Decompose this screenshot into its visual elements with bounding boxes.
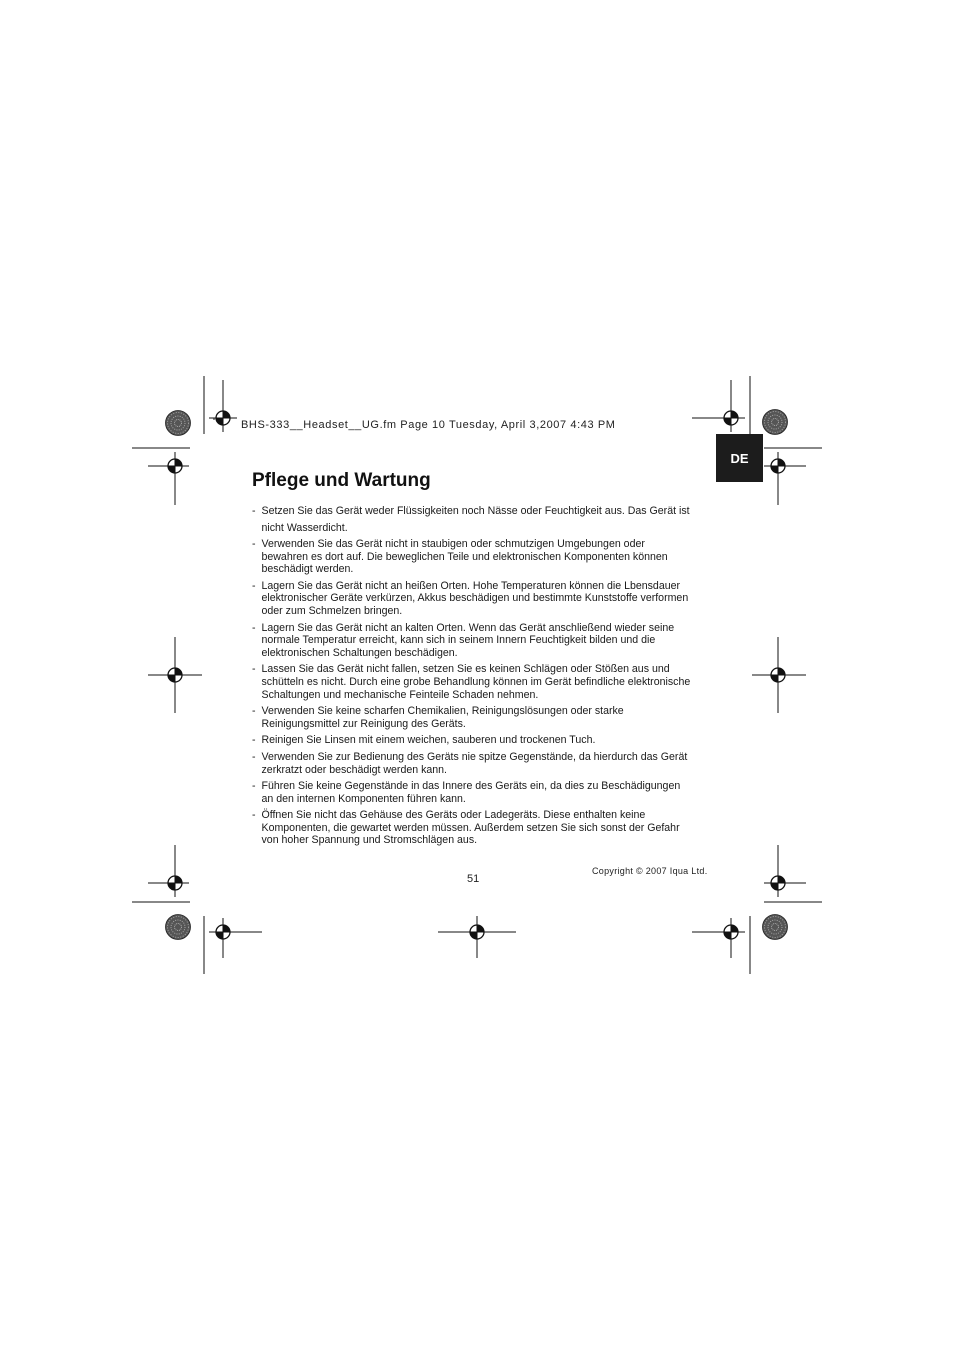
registration-target-right-lower (764, 845, 806, 897)
registration-target-left-upper (148, 452, 189, 505)
list-item: - Verwenden Sie zur Bedienung des Geräts nie spitze Gegenstände, da hierdurch das Gerät zerkratzt oder beschädigt werden kann. (252, 750, 688, 776)
list-item: - Führen Sie keine Gegenstände in das Innere des Geräts ein, da dies zu Beschädigungen an den internen Komponenten führen kann. (252, 780, 681, 805)
registration-target-left-lower (148, 845, 189, 897)
star-dot-top-right (763, 410, 788, 435)
list-item: - Reinigen Sie Linsen mit einem weichen, sauberen und trockenen Tuch. (252, 734, 596, 747)
registration-target-left-middle (148, 637, 202, 713)
list-item: - Verwenden Sie das Gerät nicht in staubigen oder schmutzigen Umgebungen oder bewahren es dort auf. Die beweglichen Teile und elektronischen Komponenten können beschädigt werden. (252, 538, 668, 576)
list-item: - Setzen Sie das Gerät weder Flüssigkeiten noch Nässe oder Feuchtigkeit aus. Das Gerät ist nicht Wasserdicht. (252, 505, 690, 534)
file-info-header: BHS-333__Headset__UG.fm Page 10 Tuesday, April 3,2007 4:43 PM (241, 419, 616, 431)
page-title: Pflege und Wartung (252, 470, 431, 491)
registration-target-bottom-center (438, 916, 516, 958)
list-item: - Verwenden Sie keine scharfen Chemikalien, Reinigungslösungen oder starke Reinigungsmittel zur Reinigung des Geräts. (252, 705, 624, 730)
registration-target-top-right (692, 380, 745, 432)
star-dot-bottom-right (763, 915, 788, 940)
language-tab: DE (716, 434, 763, 482)
list-item: - Öffnen Sie nicht das Gehäuse des Geräts oder Ladegeräts. Diese enthalten keine Komponenten, die gewartet werden müssen. Außerdem setzen Sie sich sonst der Gefahr von hoher Spannung und Stromschlägen aus. (252, 809, 680, 847)
page-number: 51 (467, 873, 480, 885)
list-item: - Lagern Sie das Gerät nicht an heißen Orten. Hohe Temperaturen können die Lbensdauer elektronischer Geräte verkürzen, Akkus beschädigen und bestimmte Kunststoffe verformen oder zum Schmelzen bringen. (252, 579, 689, 617)
list-item: - Lassen Sie das Gerät nicht fallen, setzen Sie es keinen Schlägen oder Stößen aus und schütteln es nicht. Durch eine grobe Behandlung können im Gerät befindliche elektronische Schaltungen und mechanische Feinteile Schaden nehmen. (252, 663, 691, 701)
copyright-notice: Copyright © 2007 Iqua Ltd. (592, 866, 708, 876)
registration-target-bottom-right (692, 918, 745, 958)
registration-target-top-left (209, 380, 237, 432)
registration-target-bottom-left (209, 918, 262, 958)
registration-target-right-upper (764, 452, 806, 505)
registration-target-right-middle (752, 637, 806, 713)
star-dot-top-left (166, 411, 191, 436)
star-dot-bottom-left (166, 915, 191, 940)
care-instructions-list (252, 503, 722, 851)
list-item: - Lagern Sie das Gerät nicht an kalten Orten. Wenn das Gerät anschließend wieder seine normale Temperatur erreicht, kann sich in seinem Innern Feuchtigkeit bilden und die elektronischen Schaltungen beschädigen. (252, 621, 675, 659)
